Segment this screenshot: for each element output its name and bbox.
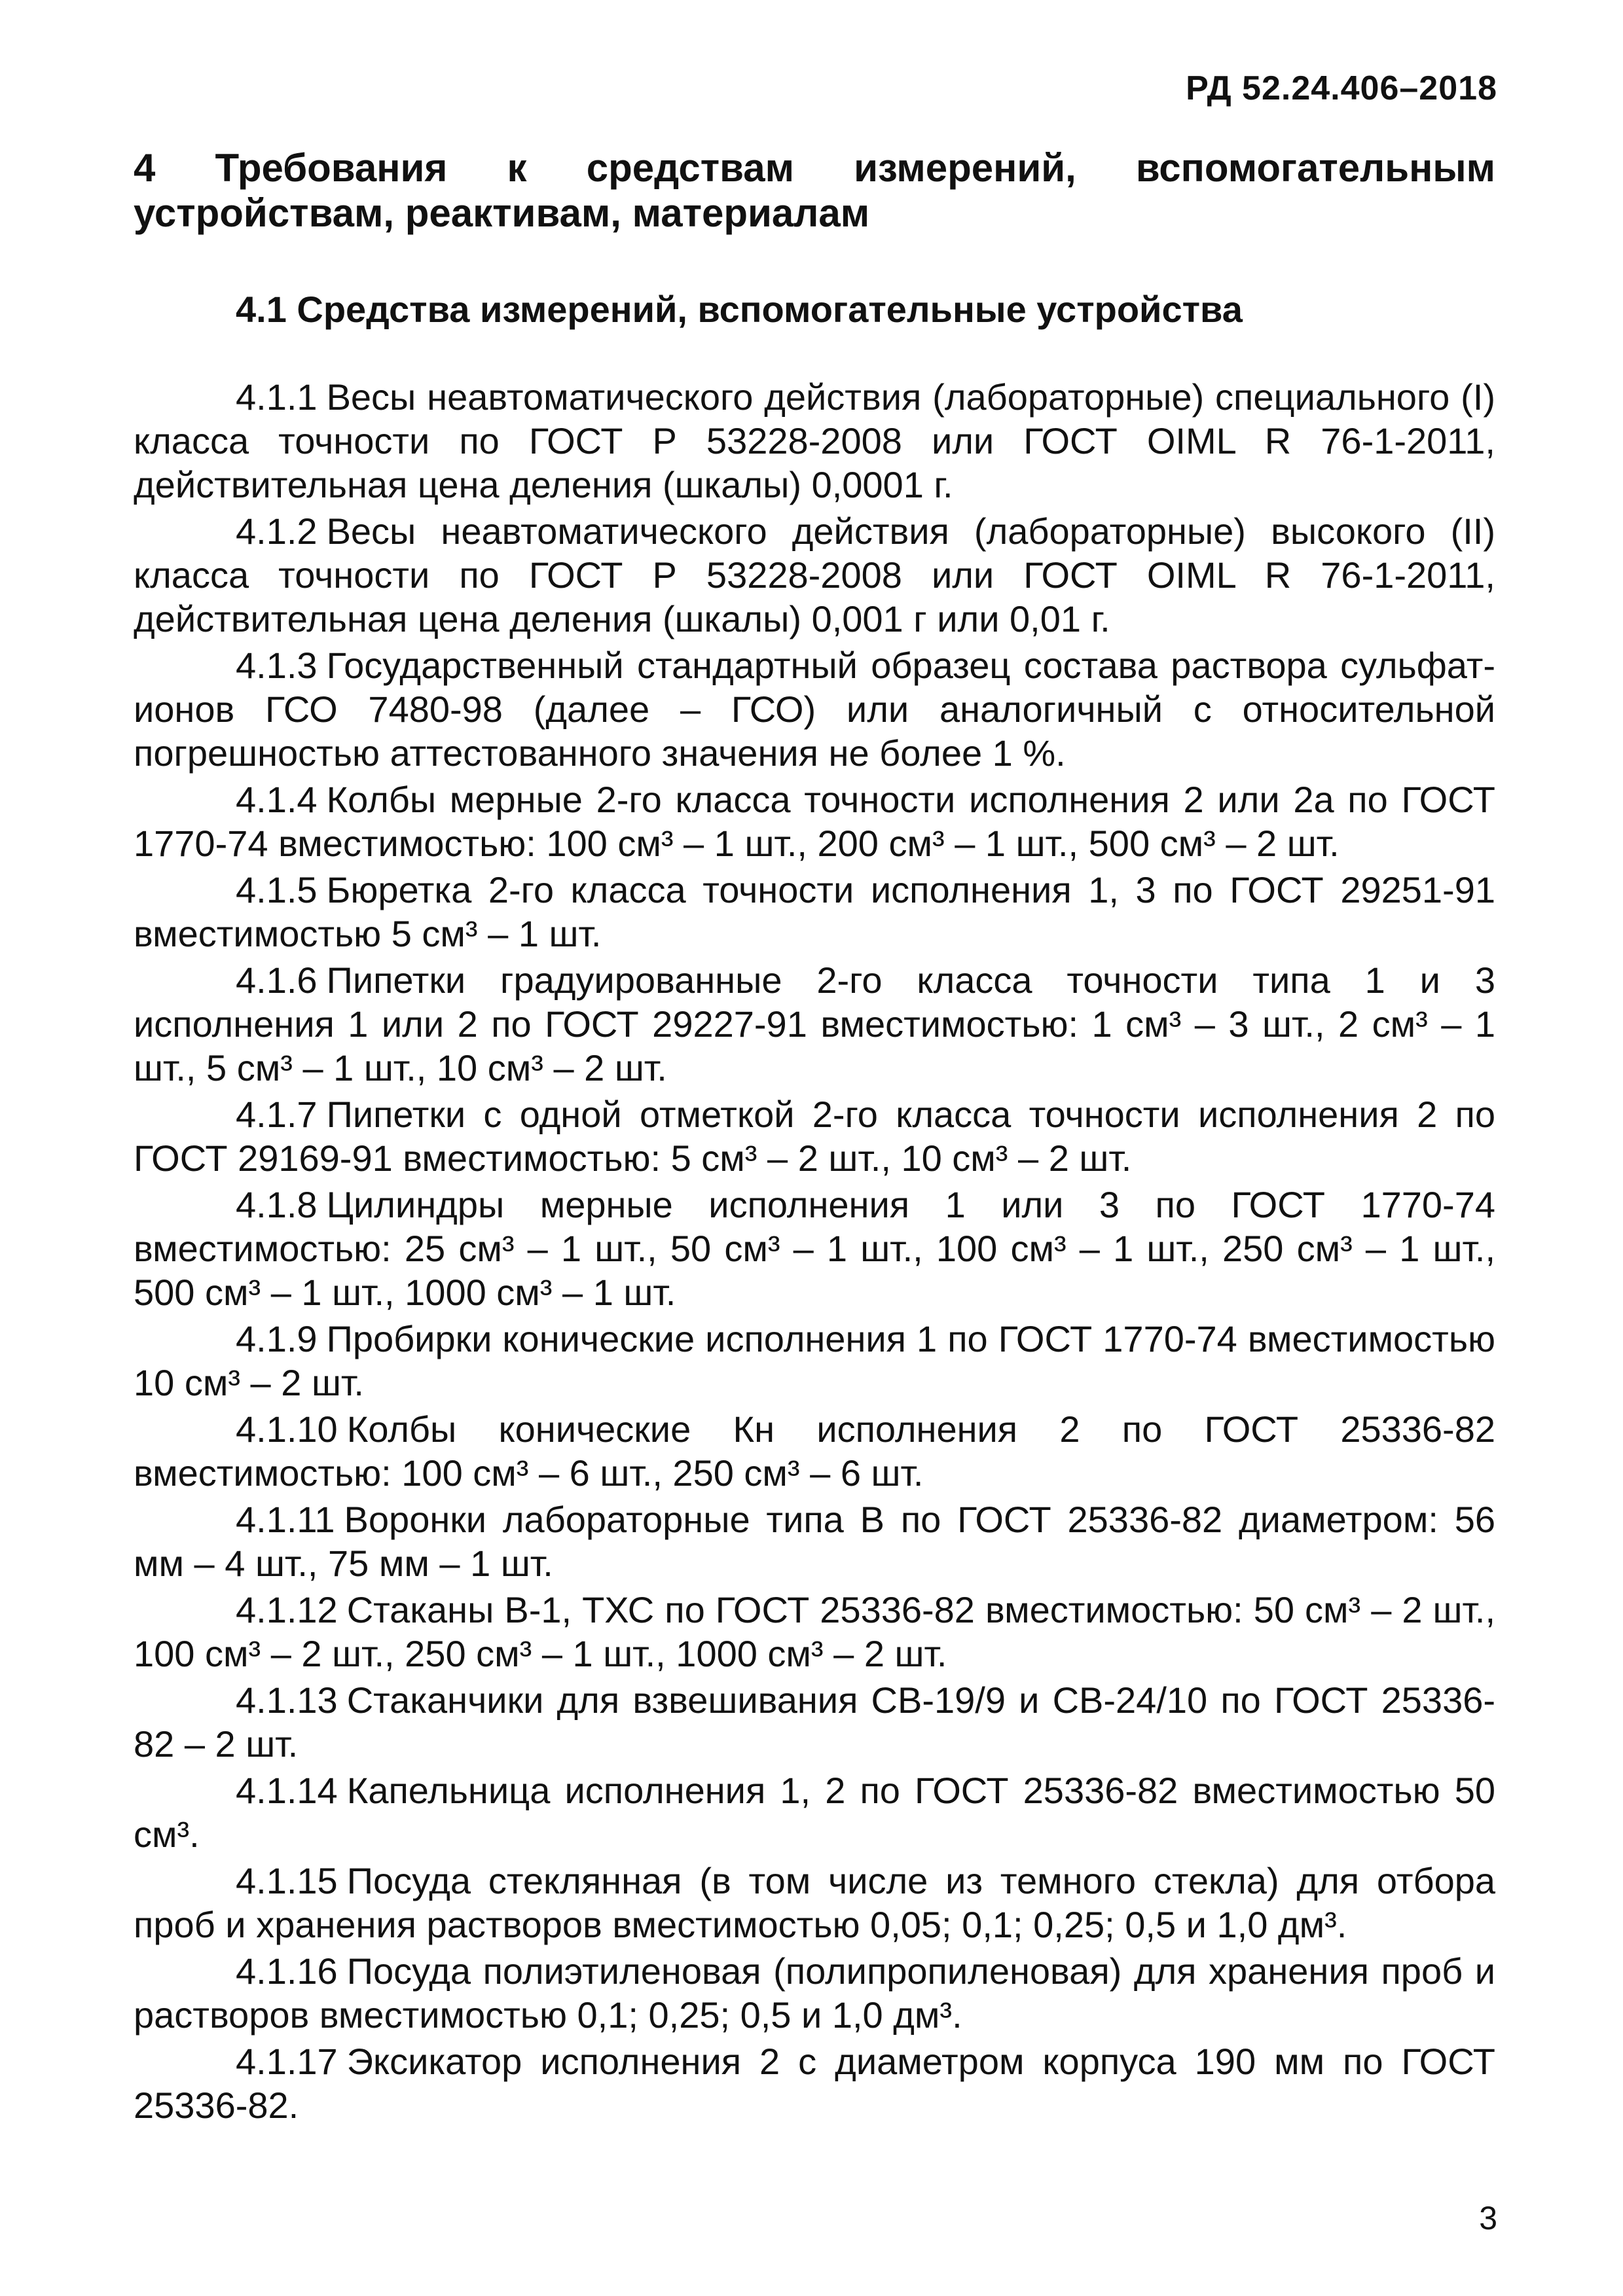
- item-number: 4.1.8: [236, 1184, 318, 1225]
- item-number: 4.1.5: [236, 869, 318, 910]
- list-item: [134, 375, 1495, 507]
- list-item: [134, 1092, 1495, 1180]
- list-item: [134, 1859, 1495, 1946]
- list-item: [134, 1498, 1495, 1585]
- item-text: Весы неавтоматического действия (лабораторные) специального (I) класса точности по ГОСТ Р 53228-2008 или ГОСТ OIML R 76-1-2011, действительная цена деления (шкалы) 0,0001 г.: [134, 376, 1495, 505]
- list-item: [134, 1678, 1495, 1766]
- item-number: 4.1.4: [236, 779, 318, 820]
- item-number: 4.1.11: [236, 1499, 335, 1540]
- item-number: 4.1.16: [236, 1950, 338, 1992]
- item-number: 4.1.12: [236, 1589, 338, 1630]
- item-text: Цилиндры мерные исполнения 1 или 3 по ГОСТ 1770-74 вместимостью: 25 см³ – 1 шт., 50 см³ – 1 шт., 100 см³ – 1 шт., 250 см³ – 1 шт., 500 см³ – 1 шт., 1000 см³ – 1 шт.: [134, 1184, 1495, 1313]
- item-text: Стаканы В-1, ТХС по ГОСТ 25336-82 вместимостью: 50 см³ – 2 шт., 100 см³ – 2 шт., 250 см³ – 1 шт., 1000 см³ – 2 шт.: [134, 1589, 1495, 1674]
- item-list: [134, 375, 1495, 2130]
- list-item: [134, 1183, 1495, 1314]
- item-text: Посуда стеклянная (в том числе из темного стекла) для отбора проб и хранения растворов вместимостью 0,05; 0,1; 0,25; 0,5 и 1,0 дм³.: [134, 1860, 1495, 1945]
- item-text: Бюретка 2-го класса точности исполнения 1, 3 по ГОСТ 29251-91 вместимостью 5 см³ – 1 шт.: [134, 869, 1495, 954]
- item-text: Капельница исполнения 1, 2 по ГОСТ 25336-82 вместимостью 50 см³.: [134, 1770, 1495, 1855]
- item-number: 4.1.7: [236, 1094, 318, 1135]
- list-item: [134, 778, 1495, 865]
- list-item: [134, 1768, 1495, 1856]
- item-number: 4.1.14: [236, 1770, 338, 1811]
- item-text: Колбы мерные 2-го класса точности исполнения 2 или 2а по ГОСТ 1770-74 вместимостью: 100 см³ – 1 шт., 200 см³ – 1 шт., 500 см³ – 2 шт.: [134, 779, 1495, 864]
- list-item: [134, 868, 1495, 956]
- item-number: 4.1.10: [236, 1408, 338, 1450]
- list-item: [134, 2039, 1495, 2127]
- item-number: 4.1.3: [236, 645, 318, 686]
- list-item: [134, 509, 1495, 641]
- list-item: [134, 958, 1495, 1090]
- subsection-title: 4.1 Средства измерений, вспомогательные устройства: [236, 289, 1243, 330]
- document-code: РД 52.24.406–2018: [1186, 69, 1497, 107]
- list-item: [134, 1317, 1495, 1405]
- item-text: Весы неавтоматического действия (лабораторные) высокого (II) класса точности по ГОСТ Р 53228-2008 или ГОСТ OIML R 76-1-2011, действительная цена деления (шкалы) 0,001 г или 0,01 г.: [134, 511, 1495, 639]
- list-item: [134, 1407, 1495, 1495]
- item-text: Воронки лабораторные типа В по ГОСТ 25336-82 диаметром: 56 мм – 4 шт., 75 мм – 1 шт.: [134, 1499, 1495, 1584]
- item-number: 4.1.6: [236, 960, 318, 1001]
- item-text: Пипетки градуированные 2-го класса точности типа 1 и 3 исполнения 1 или 2 по ГОСТ 29227-91 вместимостью: 1 см³ – 3 шт., 2 см³ – 1 шт., 5 см³ – 1 шт., 10 см³ – 2 шт.: [134, 960, 1495, 1088]
- item-text: Стаканчики для взвешивания СВ-19/9 и СВ-24/10 по ГОСТ 25336-82 – 2 шт.: [134, 1679, 1495, 1765]
- item-text: Эксикатор исполнения 2 с диаметром корпуса 190 мм по ГОСТ 25336-82.: [134, 2041, 1495, 2126]
- item-number: 4.1.17: [236, 2041, 338, 2082]
- page-number: 3: [1479, 2200, 1497, 2236]
- item-text: Колбы конические Кн исполнения 2 по ГОСТ 25336-82 вместимостью: 100 см³ – 6 шт., 250 см³ – 6 шт.: [134, 1408, 1495, 1494]
- item-number: 4.1.9: [236, 1318, 318, 1359]
- item-number: 4.1.13: [236, 1679, 338, 1721]
- item-number: 4.1.2: [236, 511, 318, 552]
- list-item: [134, 1588, 1495, 1676]
- section-title: 4 Требования к средствам измерений, вспомогательным устройствам, реактивам, материалам: [134, 146, 1495, 235]
- list-item: [134, 1949, 1495, 2037]
- list-item: [134, 643, 1495, 775]
- item-text: Пипетки с одной отметкой 2-го класса точности исполнения 2 по ГОСТ 29169-91 вместимостью: 5 см³ – 2 шт., 10 см³ – 2 шт.: [134, 1094, 1495, 1179]
- item-text: Государственный стандартный образец состава раствора сульфат-ионов ГСО 7480-98 (далее – ГСО) или аналогичный с относительной погрешностью аттестованного значения не более 1 %.: [134, 645, 1495, 774]
- item-text: Посуда полиэтиленовая (полипропиленовая) для хранения проб и растворов вместимостью 0,1; 0,25; 0,5 и 1,0 дм³.: [134, 1950, 1495, 2036]
- item-number: 4.1.1: [236, 376, 318, 418]
- item-text: Пробирки конические исполнения 1 по ГОСТ 1770-74 вместимостью 10 см³ – 2 шт.: [134, 1318, 1495, 1403]
- item-number: 4.1.15: [236, 1860, 338, 1901]
